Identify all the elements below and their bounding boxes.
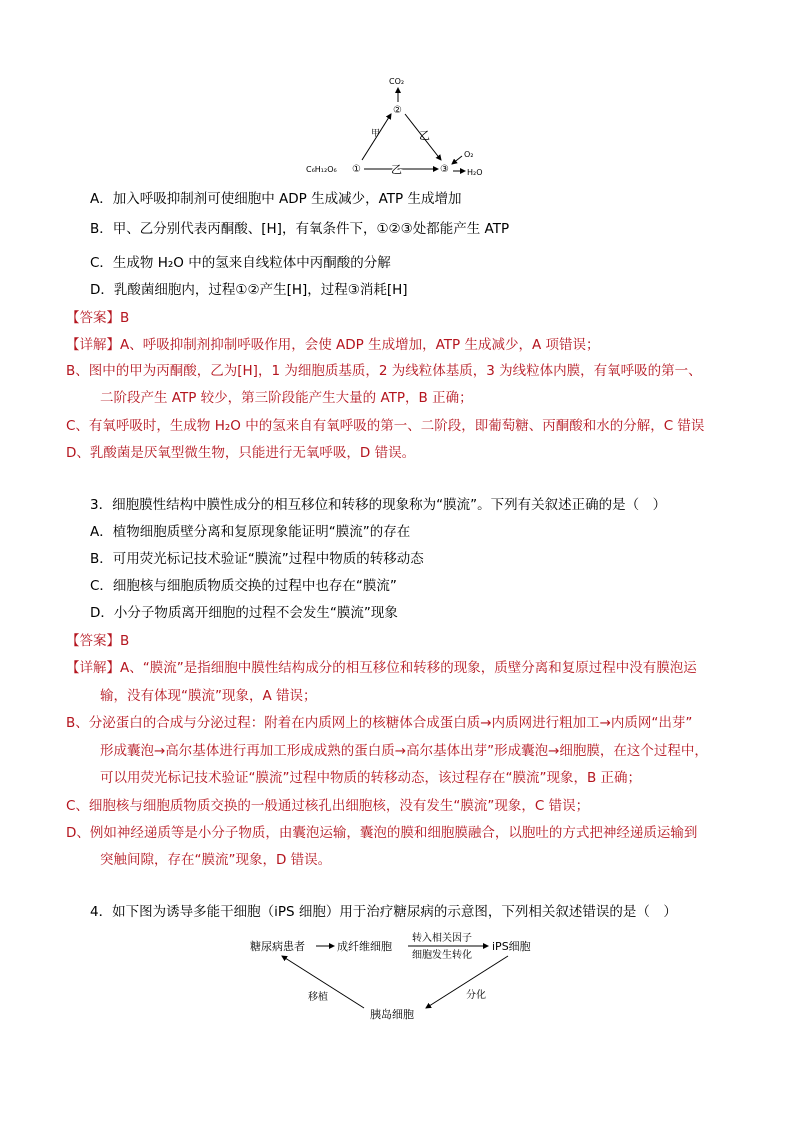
node-3: ③ (440, 164, 449, 175)
patient-label: 糖尿病患者 (250, 940, 305, 953)
q3-option-c: C．细胞核与细胞质物质交换的过程中也存在“膜流” (90, 578, 397, 594)
o2-label: O₂ (464, 150, 474, 159)
q3-detail-line3: B、分泌蛋白的合成与分泌过程：附着在内质网上的核糖体合成蛋白质→内质网进行粗加工→内质网“出芽” (66, 715, 693, 731)
q3-option-a: A．植物细胞质壁分离和复原现象能证明“膜流”的存在 (90, 524, 411, 540)
q2-detail-line2: B、图中的甲为丙酮酸，乙为[H]，1 为细胞质基质，2 为线粒体基质，3 为线粒体内膜，有氧呼吸的第一、 (66, 363, 702, 379)
q3-option-b: B．可用荧光标记技术验证“膜流”过程中物质的转移动态 (90, 551, 424, 567)
q2-detail-line1: 【详解】A、呼吸抑制剂抑制呼吸作用，会使 ADP 生成增加，ATP 生成减少，A 项错误； (66, 337, 600, 353)
q3-detail-line6: C、细胞核与细胞质物质交换的一般通过核孔出细胞核，没有发生“膜流”现象，C 错误； (66, 798, 590, 814)
arrow-from-o2 (452, 156, 462, 164)
node-2: ② (393, 105, 402, 116)
node-1: ① (352, 164, 361, 175)
q3-detail-line1: 【详解】A、“膜流”是指细胞中膜性结构成分的相互移位和转移的现象，质壁分离和复原过程中没有膜泡运 (66, 660, 697, 676)
q3-detail-line2: 输，没有体现“膜流”现象，A 错误； (100, 688, 317, 704)
glucose-label: C₆H₁₂O₆ (306, 165, 337, 174)
q3-detail-line5: 可以用荧光标记技术验证“膜流”过程中物质的转移动态，该过程存在“膜流”现象，B 正确； (100, 770, 642, 786)
label-jia: 甲 (371, 129, 381, 139)
h2o-label: H₂O (467, 168, 483, 177)
ips-label: iPS细胞 (492, 940, 531, 953)
label-cell-transform: 细胞发生转化 (412, 950, 472, 961)
co2-label: CO₂ (389, 77, 405, 86)
fibroblast-label: 成纤维细胞 (337, 940, 392, 953)
label-differentiate: 分化 (466, 990, 486, 1001)
q2-detail-line3: 二阶段产生 ATP 较少，第三阶段能产生大量的 ATP，B 正确； (100, 390, 473, 406)
q2-option-c: C．生成物 H₂O 中的氢来自线粒体中丙酮酸的分解 (90, 255, 391, 271)
q3-detail-line8: 突触间隙，存在“膜流”现象，D 错误。 (100, 852, 332, 868)
q3-answer: 【答案】B (66, 633, 130, 649)
q2-detail-line5: D、乳酸菌是厌氧型微生物，只能进行无氧呼吸，D 错误。 (66, 445, 416, 461)
q2-option-b: B．甲、乙分别代表丙酮酸、[H]，有氧条件下，①②③处都能产生 ATP (90, 221, 510, 237)
q2-detail-line4: C、有氧呼吸时，生成物 H₂O 中的氢来自有氧呼吸的第一、二阶段，即葡萄糖、丙酮酸和水的分解，C 错误 (66, 418, 705, 434)
label-yi-bottom: 乙 (391, 163, 402, 176)
respiration-diagram (300, 72, 500, 184)
islet-label: 胰岛细胞 (370, 1008, 414, 1021)
label-transfer-factors: 转入相关因子 (412, 933, 472, 944)
label-yi-right: 乙 (419, 129, 430, 142)
q4-stem: 4．如下图为诱导多能干细胞（iPS 细胞）用于治疗糖尿病的示意图，下列相关叙述错误的是（ ） (90, 904, 677, 920)
q3-stem: 3．细胞膜性结构中膜性成分的相互移位和转移的现象称为“膜流”。下列有关叙述正确的是（ ） (90, 497, 667, 513)
ips-diagram (240, 926, 560, 1022)
q3-detail-line7: D、例如神经递质等是小分子物质，由囊泡运输，囊泡的膜和细胞膜融合，以胞吐的方式把神经递质运输到 (66, 825, 698, 841)
label-transplant: 移植 (308, 992, 328, 1003)
q2-answer: 【答案】B (66, 310, 130, 326)
q3-option-d: D．小分子物质离开细胞的过程不会发生“膜流”现象 (90, 605, 398, 621)
q2-option-d: D．乳酸菌细胞内，过程①②产生[H]，过程③消耗[H] (90, 282, 408, 298)
q3-detail-line4: 形成囊泡→高尔基体进行再加工形成成熟的蛋白质→高尔基体出芽”形成囊泡→细胞膜，在这个过程中， (100, 743, 708, 759)
q2-option-a: A．加入呼吸抑制剂可使细胞中 ADP 生成减少，ATP 生成增加 (90, 191, 462, 207)
